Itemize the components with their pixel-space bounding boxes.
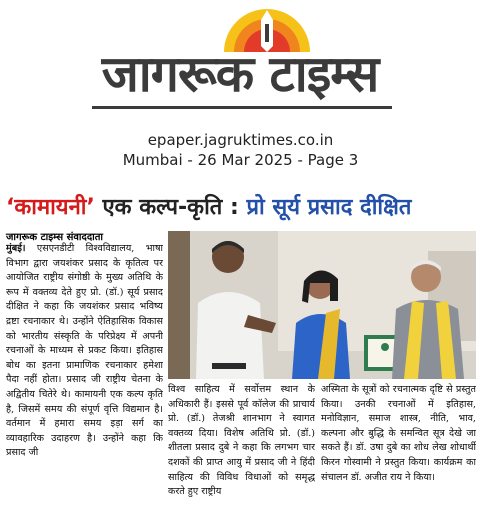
article-column-1-text: एसएनडीटी विश्वविद्यालय, भाषा विभाग द्वारा जयशंकर प्रसाद के कृतित्व पर आयोजित राष्ट्रीय संगोष्ठी के मुख्य अतिथि के रूप में वक्तव्य देते हुए प्रो. (डॉ.) सूर्य प्रसाद दीक्षित ने कहा कि जयशंकर प्रसाद भविष्य द्रष्टा रचनाकार थे। उन्होंने ऐतिहासिक विकास को भारतीय संस्कृति के परिप्रेक्ष्य में अपनी रचनाओं के माध्यम से प्रकट किया। इतिहास बोध का इतना प्रामाणिक रचनाकार हमेशा पैदा नहीं होता। प्रसाद जी राष्ट्रीय चेतना के अद्वितीय चितेरे थे। कामायनी एक कल्प कृति है, जिसमें समय की संपूर्ण वृत्ति विद्यमान है। वर्तमान में हमारा समय इड़ा सर्ग का व्यावहारिक उदाहरण है। उन्होंने कहा कि प्रसाद जी	[6, 243, 163, 459]
headline-colon: :	[229, 195, 247, 220]
event-photo	[168, 231, 476, 379]
article-column-2: विश्व साहित्य में सर्वोत्तम स्थान के अधिकारी हैं। इससे पूर्व कॉलेज की प्राचार्य प्रो. (डॉ.) तेजश्री शानभाग ने स्वागत वक्तव्य दिया। विशेष अतिथि प्रो. (डॉ.) शीतला प्रसाद दुबे ने कहा कि लगभग चार दशकों की प्राप्त आयु में प्रसाद जी ने हिंदी साहित्य की विविध विधाओं को समृद्ध करते हुए राष्ट्रीय	[168, 384, 315, 498]
edition-date-page: Mumbai - 26 Mar 2025 - Page 3	[122, 151, 359, 169]
headline-kalp-kriti: एक कल्प-कृति	[94, 195, 230, 220]
event-photo-illustration	[168, 231, 476, 379]
edition-info	[0, 130, 481, 170]
newspaper-title: जागरूक टाइम्स	[101, 45, 379, 103]
masthead	[0, 0, 481, 118]
article-column-1	[6, 242, 163, 514]
dateline: मुंबई।	[6, 243, 26, 254]
headline-quote-open: ‘	[6, 195, 15, 220]
masthead-underline	[92, 106, 392, 109]
article-column-3: अस्मिता के सूत्रों को रचनात्मक दृष्टि से प्रस्तुत किया। उनकी रचनाओं में इतिहास, मनोविज्ञान, समाज शास्त्र, नीति, भाव, कल्पना और बुद्धि के समन्वित सूत्र देखे जा सकते हैं। डॉ. उषा दुबे का शोध लेख शोधार्थी किरन गोस्वामी ने प्रस्तुत किया। कार्यक्रम का संचालन डॉ. अजीत राय ने किया।	[321, 384, 476, 483]
epaper-url[interactable]: epaper.jagruktimes.co.in	[147, 131, 334, 149]
article-headline	[6, 190, 476, 226]
byline: जागरूक टाइम्स संवाददाता	[6, 232, 104, 243]
headline-speaker: प्रो सूर्य प्रसाद दीक्षित	[246, 195, 412, 220]
headline-quote-close: ’	[86, 195, 95, 220]
headline-kamayani: कामायनी	[14, 195, 87, 220]
